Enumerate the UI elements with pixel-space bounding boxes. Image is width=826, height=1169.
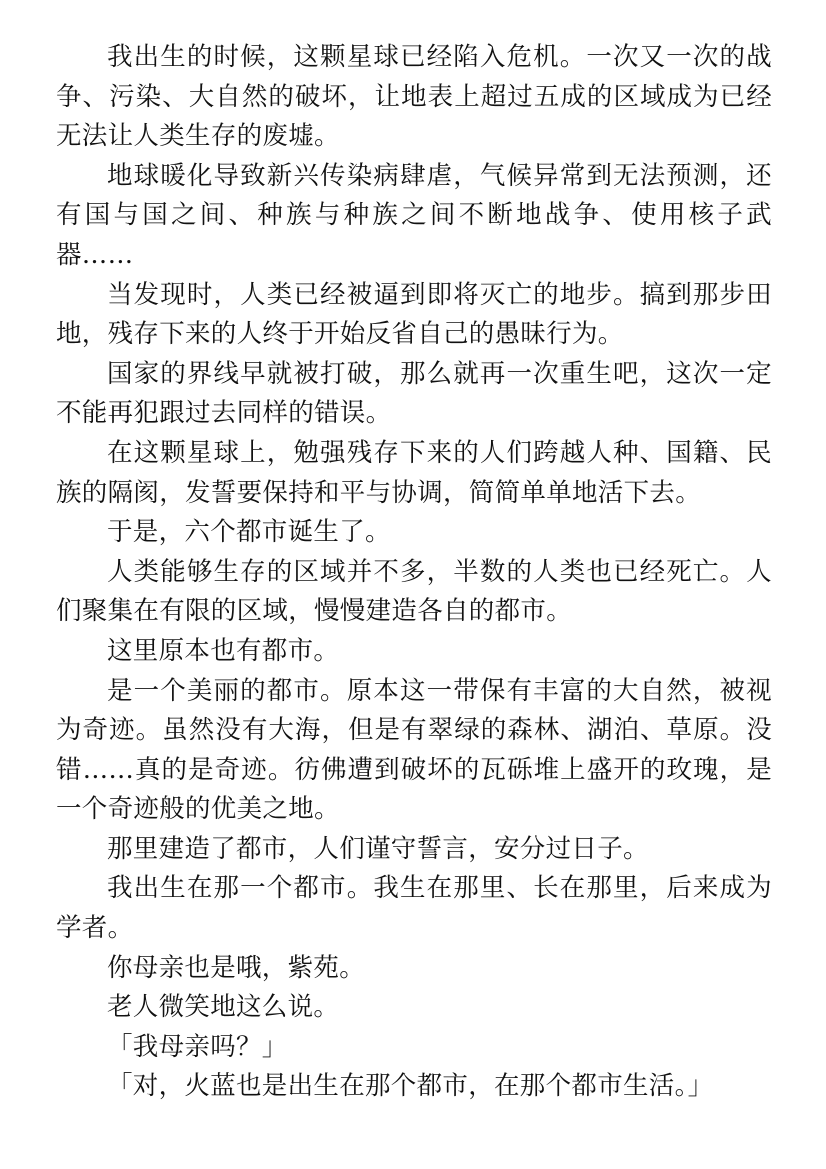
paragraph: 你母亲也是哦，紫苑。 bbox=[107, 952, 366, 983]
paragraph: 地球暖化导致新兴传染病肆虐，气候异常到无法预测，还有国与国之间、种族与种族之间不断地战争、使用核子武器…… bbox=[56, 160, 772, 270]
paragraph: 是一个美丽的都市。原本这一带保有丰富的大自然，被视为奇迹。虽然没有大海，但是有翠绿的森林、湖泊、草原。没错……真的是奇迹。彷佛遭到破坏的瓦砾堆上盛开的玫瑰，是一个奇迹般的优美之地。 bbox=[56, 675, 772, 825]
paragraph: 在这颗星球上，勉强残存下来的人们跨越人种、国籍、民族的隔阂，发誓要保持和平与协调，简简单单地活下去。 bbox=[56, 437, 772, 508]
paragraph: 国家的界线早就被打破，那么就再一次重生吧，这次一定不能再犯跟过去同样的错误。 bbox=[56, 358, 772, 429]
paragraph: 老人微笑地这么说。 bbox=[107, 992, 340, 1023]
paragraph: 这里原本也有都市。 bbox=[107, 635, 340, 666]
document-page bbox=[56, 38, 772, 1107]
paragraph: 人类能够生存的区域并不多，半数的人类也已经死亡。人们聚集在有限的区域，慢慢建造各自的都市。 bbox=[56, 556, 772, 627]
dialogue-line: 「对，火蓝也是出生在那个都市，在那个都市生活。」 bbox=[107, 1071, 714, 1102]
paragraph: 我出生的时候，这颗星球已经陷入危机。一次又一次的战争、污染、大自然的破坏，让地表上超过五成的区域成为已经无法让人类生存的废墟。 bbox=[56, 42, 772, 152]
paragraph: 我出生在那一个都市。我生在那里、长在那里，后来成为学者。 bbox=[56, 873, 772, 944]
paragraph: 那里建造了都市，人们谨守誓言，安分过日子。 bbox=[107, 833, 649, 864]
paragraph: 当发现时，人类已经被逼到即将灭亡的地步。搞到那步田地，残存下来的人终于开始反省自己的愚昧行为。 bbox=[56, 279, 772, 350]
paragraph: 于是，六个都市诞生了。 bbox=[107, 517, 391, 548]
dialogue-line: 「我母亲吗？」 bbox=[107, 1031, 288, 1062]
